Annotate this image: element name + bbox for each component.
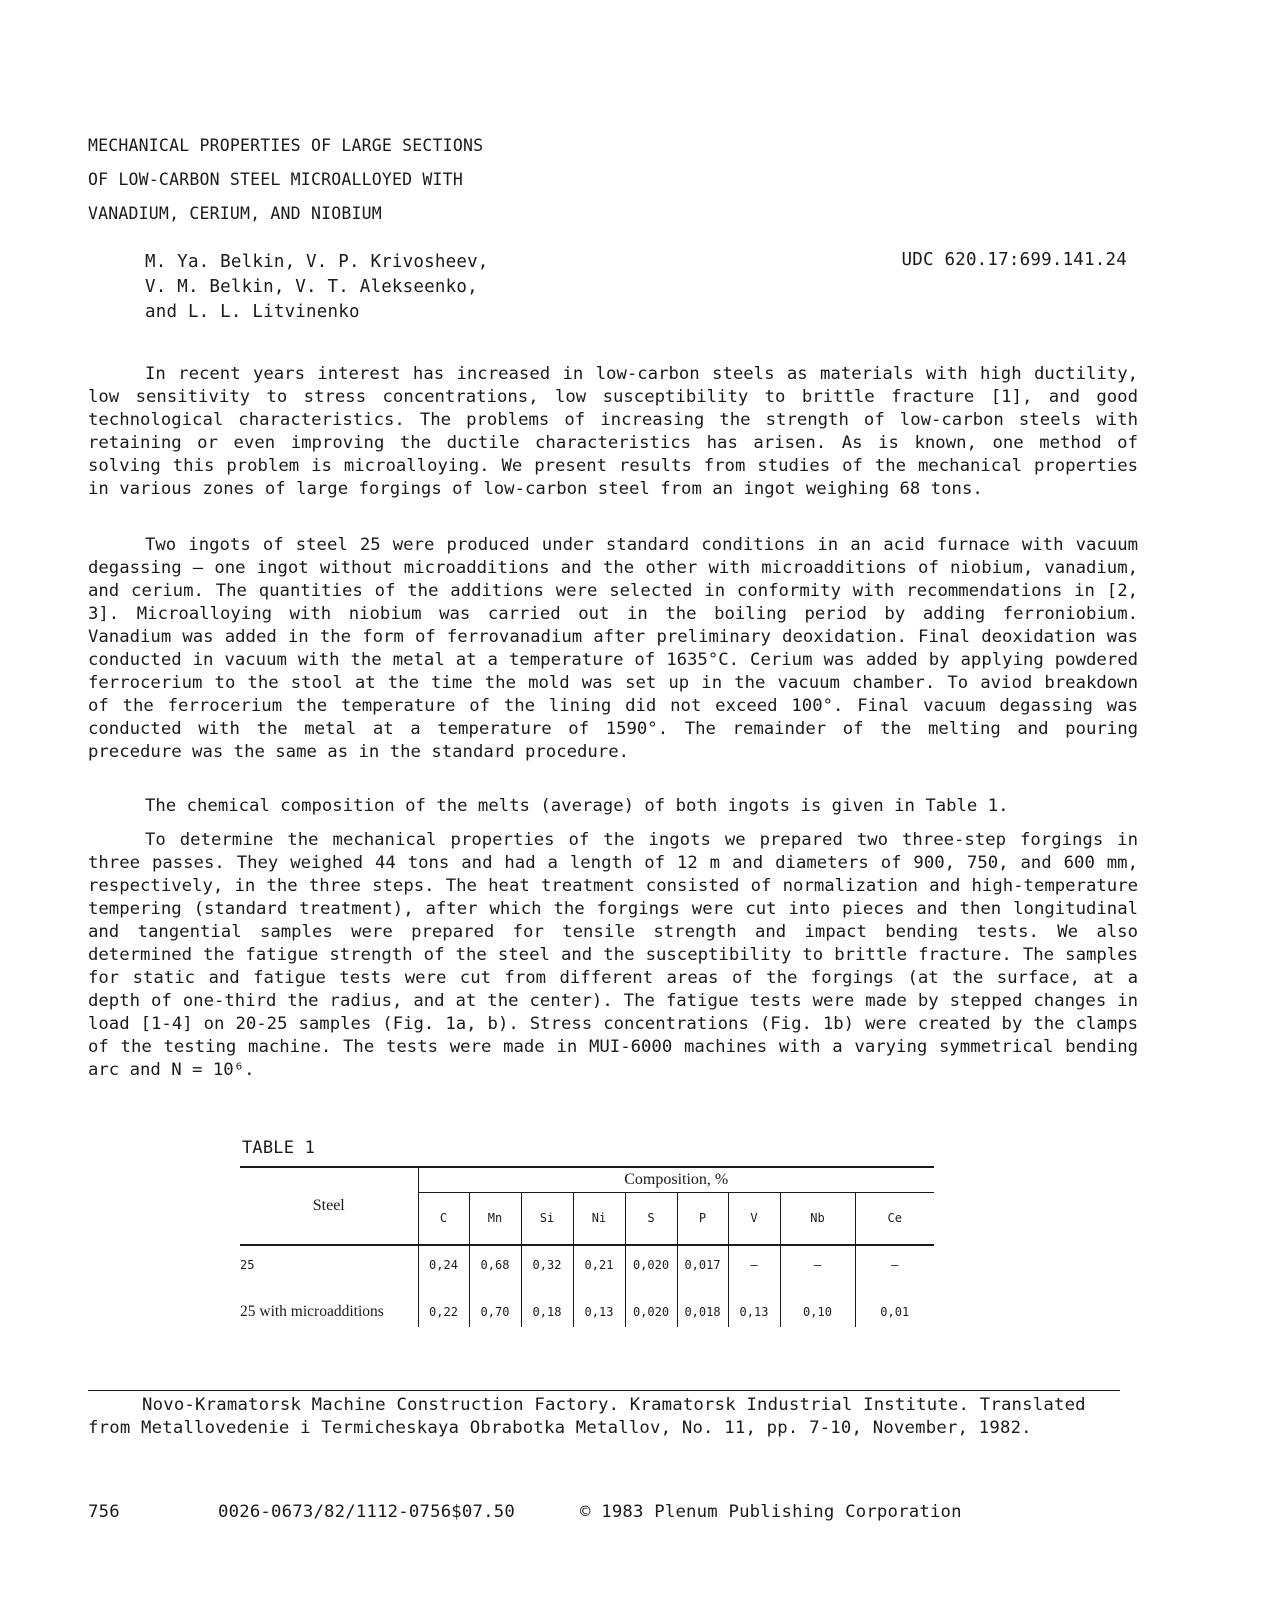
column-header: Si [521, 1192, 573, 1245]
publication-code: 0026-0673/82/1112-0756$07.50 [218, 1502, 515, 1522]
title-line-1: MECHANICAL PROPERTIES OF LARGE SECTIONS [88, 136, 484, 155]
author-line-3: and L. L. Litvinenko [145, 302, 360, 322]
table-cell: 0,22 [418, 1297, 469, 1327]
table-cell: — [728, 1245, 780, 1283]
footnote-text: Novo-Kramatorsk Machine Construction Factory. Kramatorsk Industrial Institute. Translated from Metallovedenie i Termicheskaya Obrabotka Metallov, No. 11, pp. 7-10, November, 1982. [88, 1395, 1086, 1438]
paragraph-1: In recent years interest has increased in low-carbon steels as materials with high ductility, low sensitivity to stress concentrations, low susceptibility to brittle fracture [1], and good technological characteristics. The problems of increasing the strength of low-carbon steels with retaining or even improving the ductile characteristics has arisen. As is known, one method of solving this problem is microalloying. We present results from studies of the mechanical properties in various zones of large forgings of low-carbon steel from an ingot weighing 68 tons. [88, 364, 1138, 499]
table-row [240, 1297, 934, 1327]
column-header: C [418, 1192, 469, 1245]
column-header: Mn [469, 1192, 521, 1245]
column-header: Ni [573, 1192, 625, 1245]
table-label: TABLE 1 [242, 1138, 316, 1158]
table-cell: 0,020 [625, 1297, 677, 1327]
table-cell: — [855, 1245, 934, 1283]
page-number: 756 [88, 1502, 120, 1522]
author-line-1: M. Ya. Belkin, V. P. Krivosheev, [145, 252, 489, 272]
table-cell: — [780, 1245, 855, 1283]
paragraph-4: To determine the mechanical properties of the ingots we prepared two three-step forgings in three passes. They weighed 44 tons and had a length of 12 m and diameters of 900, 750, and 600 mm, respectively, in the three steps. The heat treatment consisted of normalization and high-temperature tempering (standard treatment), after which the forgings were cut into pieces and then longitudinal and tangential samples were prepared for tensile strength and impact bending tests. We also determined the fatigue strength of the steel and the susceptibility to brittle fracture. The samples for static and fatigue tests were cut from different areas of the forgings (at the surface, at a depth of one-third the radius, and at the center). The fatigue tests were made by stepped changes in load [1-4] on 20-25 samples (Fig. 1a, b). Stress concentrations (Fig. 1b) were created by the clamps of the testing machine. The tests were made in MUI-6000 machines with a varying symmetrical bending arc and N = 10⁶. [88, 830, 1138, 1080]
table-cell: 0,13 [728, 1297, 780, 1327]
paragraph-2: Two ingots of steel 25 were produced under standard conditions in an acid furnace with vacuum degassing — one ingot without microadditions and the other with microadditions of niobium, vanadium, and cerium. The quantities of the additions were selected in conformity with recommendations in [2, 3]. Microalloying with niobium was carried out in the boiling period by adding ferroniobium. Vanadium was added in the form of ferrovanadium after preliminary deoxidation. Final deoxidation was conducted in vacuum with the metal at a temperature of 1635°C. Cerium was added by applying powdered ferrocerium to the stool at the time the mold was set up in the vacuum chamber. To aviod breakdown of the ferrocerium the temperature of the lining did not exceed 100°. Final vacuum degassing was conducted with the metal at a temperature of 1590°. The remainder of the melting and pouring precedure was the same as in the standard procedure. [88, 535, 1138, 762]
table-cell: 0,018 [677, 1297, 728, 1327]
table-cell: 0,18 [521, 1297, 573, 1327]
table-cell: 0,13 [573, 1297, 625, 1327]
steel-cell: 25 with microadditions [240, 1303, 384, 1320]
column-header: Ce [855, 1192, 934, 1245]
table-cell: 0,21 [573, 1245, 625, 1283]
table-cell: 0,68 [469, 1245, 521, 1283]
table-cell: 0,01 [855, 1297, 934, 1327]
footnote-rule [88, 1390, 1120, 1391]
author-list [145, 250, 489, 325]
table-cell: 0,10 [780, 1297, 855, 1327]
column-header: P [677, 1192, 728, 1245]
composition-table [240, 1166, 934, 1327]
column-header: V [728, 1192, 780, 1245]
table-cell: 0,24 [418, 1245, 469, 1283]
table-cell: 0,70 [469, 1297, 521, 1327]
steel-header: Steel [240, 1167, 418, 1245]
footnote [88, 1394, 1120, 1440]
table-cell: 0,020 [625, 1245, 677, 1283]
composition-header: Composition, % [418, 1167, 934, 1192]
column-header: Nb [780, 1192, 855, 1245]
steel-cell: 25 [240, 1257, 255, 1272]
title-line-2: OF LOW-CARBON STEEL MICROALLOYED WITH [88, 170, 463, 189]
table-cell: 0,017 [677, 1245, 728, 1283]
copyright: © 1983 Plenum Publishing Corporation [580, 1502, 962, 1522]
title-line-3: VANADIUM, CERIUM, AND NIOBIUM [88, 204, 382, 223]
udc-code: UDC 620.17:699.141.24 [901, 250, 1127, 270]
column-header: S [625, 1192, 677, 1245]
table-row [240, 1245, 934, 1283]
paragraph-3: The chemical composition of the melts (average) of both ingots is given in Table 1. [145, 796, 1009, 816]
table-cell: 0,32 [521, 1245, 573, 1283]
author-line-2: V. M. Belkin, V. T. Alekseenko, [145, 277, 478, 297]
